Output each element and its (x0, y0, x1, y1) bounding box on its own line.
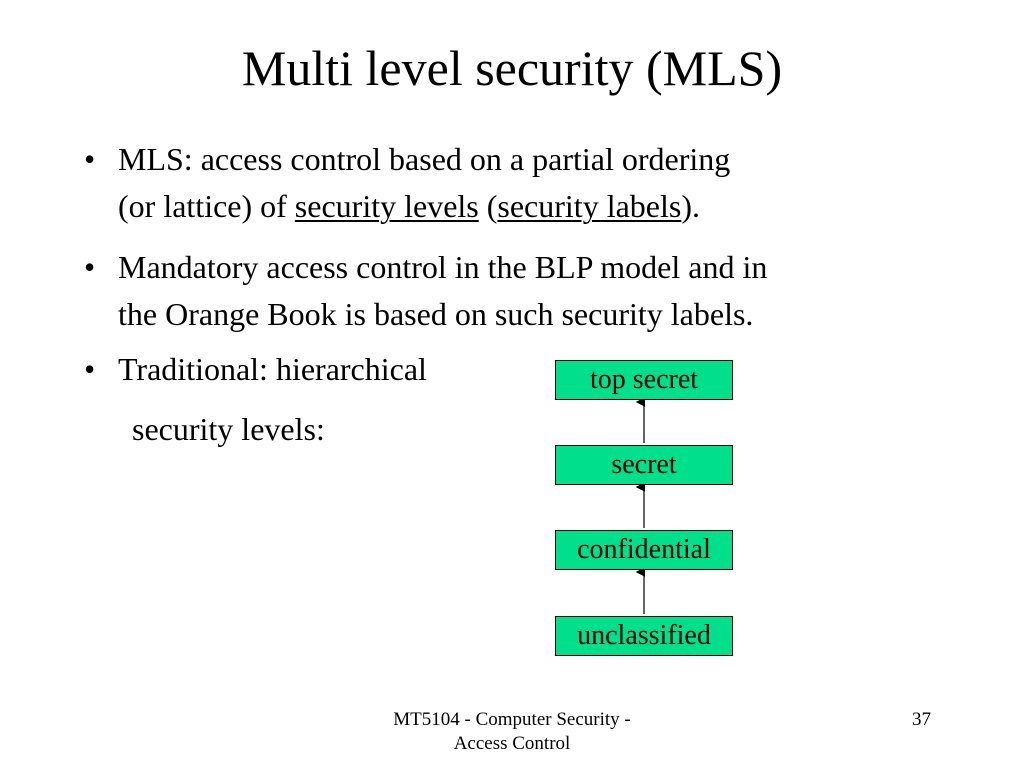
bullet-line: MLS: access control based on a partial ordering (118, 141, 731, 177)
security-labels-term: security labels (497, 188, 682, 224)
level-confidential: confidential (555, 530, 733, 570)
bullet-line: Traditional: hierarchical (118, 351, 427, 387)
bullet-line: Mandatory access control in the BLP model and in (118, 249, 768, 285)
bullet-marker: • (84, 141, 96, 177)
bullet-line (118, 183, 730, 230)
bullet-marker: • (84, 249, 96, 285)
security-levels-term: security levels (294, 188, 479, 224)
bullet-marker: • (84, 351, 96, 387)
bullet-text (118, 136, 730, 230)
page-number: 37 (912, 709, 931, 730)
text-run: (or lattice) of (118, 188, 295, 224)
bullet-text (118, 244, 767, 338)
bullet-continuation: security levels: (132, 411, 325, 447)
bullet-line: the Orange Book is based on such security labels. (118, 296, 754, 332)
level-top-secret: top secret (555, 360, 733, 400)
slide-footer (362, 708, 662, 756)
level-secret: secret (555, 445, 733, 485)
text-run: ( (478, 188, 498, 224)
text-run: ). (681, 188, 700, 224)
bullet-text (118, 346, 427, 393)
level-unclassified: unclassified (555, 616, 733, 656)
footer-line: Access Control (453, 733, 571, 754)
footer-line: MT5104 - Computer Security - (393, 709, 631, 730)
slide-title: Multi level security (MLS) (241, 40, 783, 96)
